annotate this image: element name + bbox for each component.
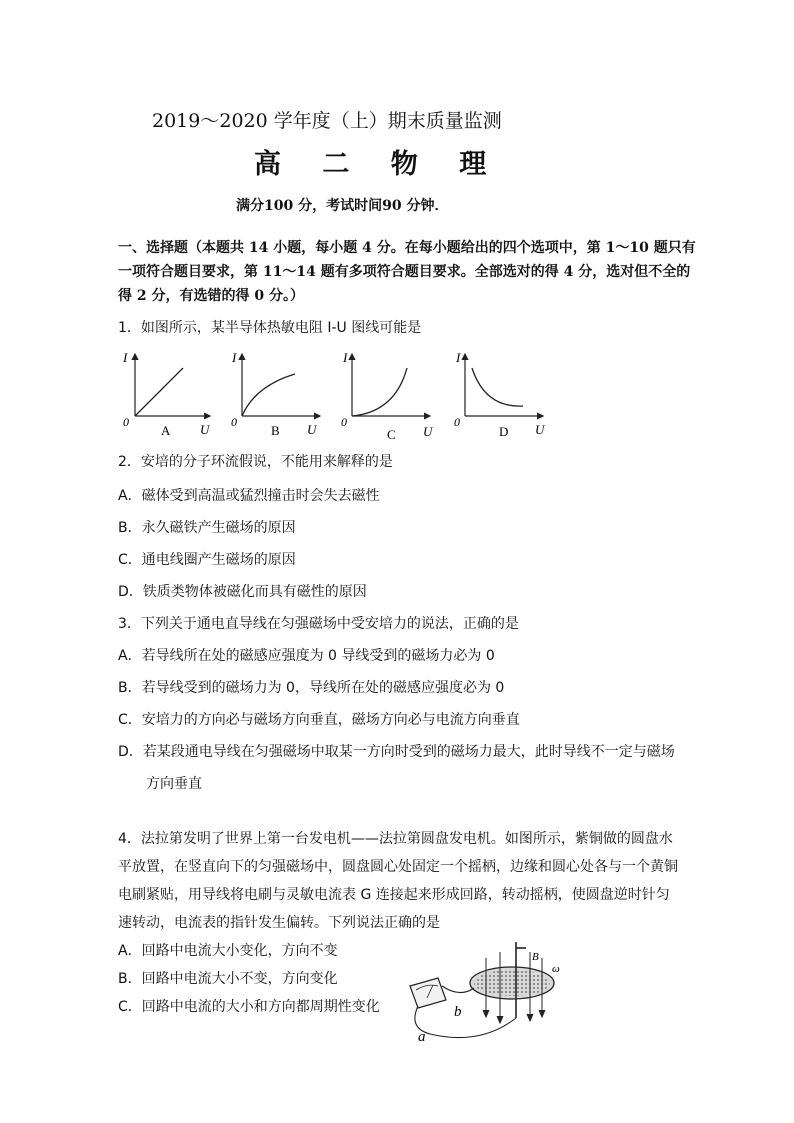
graph-d-letter: D bbox=[499, 424, 509, 439]
q3-option-d-cont: 方向垂直 bbox=[146, 776, 202, 792]
q1-stem: 1．如图所示，某半导体热敏电阻 I-U 图线可能是 bbox=[118, 320, 422, 336]
q2-option-c: C．通电线圈产生磁场的原因 bbox=[118, 552, 296, 568]
q2-stem: 2．安培的分子环流假说，不能用来解释的是 bbox=[118, 454, 393, 470]
graph-c-origin: 0 bbox=[341, 415, 347, 429]
section-instructions-line3: 得 2 分，有选错的得 0 分。） bbox=[118, 288, 304, 304]
graph-d-xlabel: U bbox=[535, 422, 545, 437]
graph-d-ylabel: I bbox=[456, 350, 461, 365]
q4-stem-line1: 4．法拉第发明了世界上第一台发电机——法拉第圆盘发电机。如图所示，紫铜做的圆盘水 bbox=[118, 831, 673, 847]
graph-d-curve bbox=[472, 368, 523, 406]
graph-a-ylabel: I bbox=[123, 350, 128, 365]
graph-c-curve bbox=[352, 368, 407, 416]
q3-option-a: A．若导线所在处的磁感应强度为 0 导线受到的磁场力必为 0 bbox=[118, 648, 495, 664]
graph-a-curve bbox=[135, 368, 183, 416]
graph-a-letter: A bbox=[161, 423, 171, 438]
graph-a-xlabel: U bbox=[200, 422, 210, 437]
graph-b-letter: B bbox=[271, 423, 280, 438]
label-b: b bbox=[454, 1004, 462, 1020]
graph-b-ylabel: I bbox=[232, 350, 237, 365]
q1-iu-graphs bbox=[115, 346, 555, 446]
subject-title: 高 二 物 理 bbox=[254, 149, 503, 180]
q3-option-b: B．若导线受到的磁场力为 0，导线所在处的磁感应强度必为 0 bbox=[118, 680, 505, 696]
graph-c-xlabel: U bbox=[423, 424, 433, 439]
q3-option-d: D．若某段通电导线在匀强磁场中取某一方向时受到的磁场力最大，此时导线不一定与磁场 bbox=[118, 744, 675, 760]
q4-stem-line4: 速转动，电流表的指针发生偏转。下列说法正确的是 bbox=[118, 915, 440, 931]
label-B: B bbox=[532, 951, 539, 963]
q2-option-b: B．永久磁铁产生磁场的原因 bbox=[118, 520, 296, 536]
q2-option-a: A．磁体受到高温或猛烈撞击时会失去磁性 bbox=[118, 488, 380, 504]
q4-option-b: B．回路中电流大小不变，方向变化 bbox=[118, 971, 338, 987]
graph-c-letter: C bbox=[387, 427, 396, 442]
graph-d-origin: 0 bbox=[454, 415, 460, 429]
section-instructions-line1: 一、选择题（本题共 14 小题，每小题 4 分。在每小题给出的四个选项中，第 1～10 题只有 bbox=[118, 240, 696, 256]
galvanometer-icon bbox=[410, 978, 446, 1008]
graph-a-origin: 0 bbox=[123, 415, 129, 429]
graph-a bbox=[122, 350, 211, 438]
label-omega: ω bbox=[552, 963, 560, 975]
exam-title: 2019～2020 学年度（上）期末质量监测 bbox=[152, 110, 502, 132]
wire-b bbox=[442, 986, 474, 993]
graph-b-xlabel: U bbox=[307, 422, 317, 437]
q4-stem-line2: 平放置，在竖直向下的匀强磁场中，圆盘圆心处固定一个摇柄，边缘和圆心处各与一个黄铜 bbox=[118, 859, 678, 875]
graph-b-origin: 0 bbox=[231, 415, 237, 429]
graph-c-ylabel: I bbox=[343, 350, 348, 365]
section-instructions-line2: 一项符合题目要求，第 11～14 题有多项符合题目要求。全部选对的得 4 分，选对但不全的 bbox=[118, 264, 691, 280]
q3-option-c: C．安培力的方向必与磁场方向垂直，磁场方向必与电流方向垂直 bbox=[118, 712, 520, 728]
graph-d bbox=[454, 350, 546, 439]
label-a: a bbox=[418, 1029, 426, 1045]
q2-option-d: D．铁质类物体被磁化而具有磁性的原因 bbox=[118, 584, 367, 600]
q3-stem: 3．下列关于通电直导线在匀强磁场中受安培力的说法，正确的是 bbox=[118, 616, 519, 632]
q4-stem-line3: 电刷紧贴，用导线将电刷与灵敏电流表 G 连接起来形成回路，转动摇柄，使圆盘逆时针匀 bbox=[118, 887, 670, 903]
copper-disk-icon bbox=[470, 967, 554, 999]
faraday-disk-figure bbox=[400, 938, 570, 1048]
graph-b-curve bbox=[242, 374, 295, 416]
score-note: 满分100 分，考试时间90 分钟． bbox=[236, 198, 449, 214]
q4-option-c: C．回路中电流的大小和方向都周期性变化 bbox=[118, 999, 380, 1015]
q4-option-a: A．回路中电流大小变化，方向不变 bbox=[118, 943, 338, 959]
graph-c bbox=[341, 350, 434, 442]
graph-b bbox=[231, 350, 320, 438]
